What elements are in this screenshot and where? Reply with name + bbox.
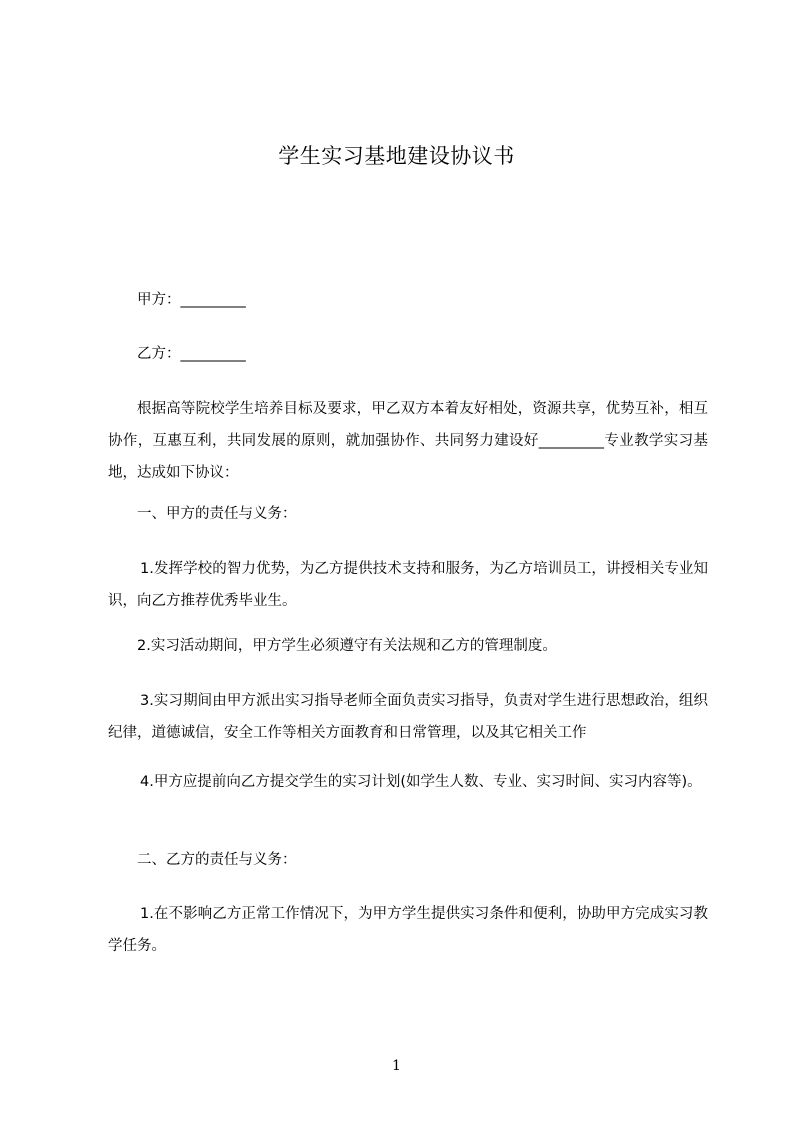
- section2-heading: 二、乙方的责任与义务：: [137, 852, 297, 868]
- party-b-line: 乙方：_________: [137, 346, 246, 362]
- party-a-line: 甲方：_________: [137, 292, 246, 308]
- section1-item-2: 2.实习活动期间，甲方学生必须遵守有关法规和乙方的管理制度。: [137, 638, 557, 654]
- section1-item-3: 3.实习期间由甲方派出实习指导老师全面负责实习指导，负责对学生进行思想政治，组织纪律，道德诚信，安全工作等相关方面教育和日常管理，以及其它相关工作: [108, 693, 708, 741]
- page-number: 1: [392, 1058, 401, 1074]
- section1-item-4: 4.甲方应提前向乙方提交学生的实习计划(如学生人数、专业、实习时间、实习内容等)。: [140, 774, 702, 790]
- section1-heading: 一、甲方的责任与义务：: [137, 506, 297, 522]
- section1-item-1: 1.发挥学校的智力优势，为乙方提供技术支持和服务，为乙方培训员工，讲授相关专业知识，向乙方推荐优秀毕业生。: [108, 561, 708, 609]
- section2-item-1: 1.在不影响乙方正常工作情况下，为甲方学生提供实习条件和便利，协助甲方完成实习教学任务。: [108, 906, 708, 954]
- intro-paragraph: 根据高等院校学生培养目标及要求，甲乙双方本着友好相处，资源共享，优势互补，相互协作，互惠互利，共同发展的原则，就加强协作、共同努力建设好_________专业教学实习基地，达成如下协议：: [108, 401, 708, 481]
- document-title: 学生实习基地建设协议书: [278, 144, 515, 168]
